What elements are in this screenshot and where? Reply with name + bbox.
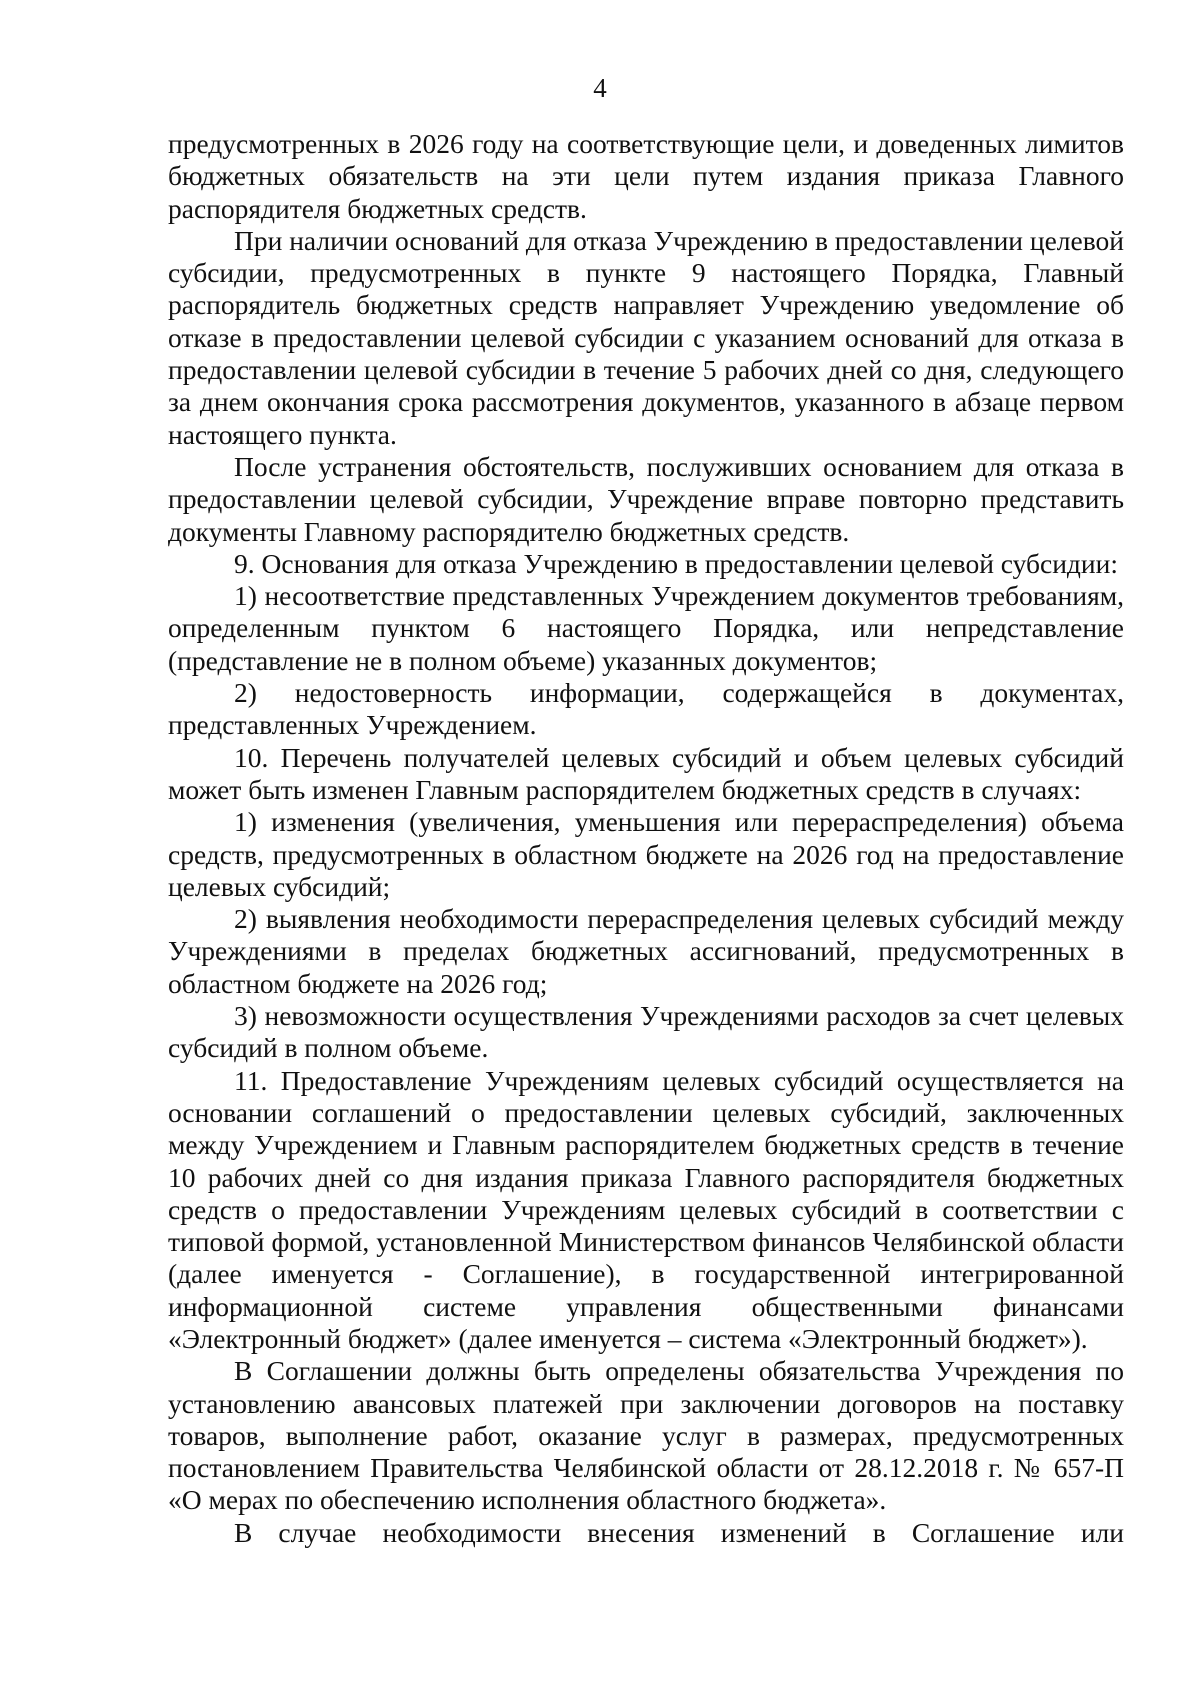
paragraph-4: 9. Основания для отказа Учреждению в предоставлении целевой субсидии: [234, 547, 1119, 579]
paragraph-5: 1) несоответствие представленных Учреждением документов требованиям, определенным пунктом 6 настоящего Порядка, или непредставление (представление не в полном объеме) указанных документов; [168, 580, 1124, 676]
paragraph-7: 10. Перечень получателей целевых субсидий и объем целевых субсидий может быть изменен Главным распорядителем бюджетных средств в случаях: [168, 741, 1124, 805]
paragraph-11: 11. Предоставление Учреждениям целевых субсидий осуществляется на основании соглашений о предоставлении целевых субсидий, заключенных между Учреждением и Главным распорядителем бюджетных средств в течение 10 рабочих дней со дня издания приказа Главного распорядителя бюджетных средств о предоставлении Учреждениям целевых субсидий в соответствии с типовой формой, установленной Министерством финансов Челябинской области (далее именуется - Соглашение), в государственной интегрированной информационной системе управления общественными финансами «Электронный бюджет» (далее именуется – система «Электронный бюджет»). [168, 1064, 1124, 1354]
paragraph-2: При наличии оснований для отказа Учреждению в предоставлении целевой субсидии, предусмотренных в пункте 9 настоящего Порядка, Главный распорядитель бюджетных средств направляет Учреждению уведомление об отказе в предоставлении целевой субсидии с указанием оснований для отказа в предоставлении целевой субсидии в течение 5 рабочих дней со дня, следующего за днем окончания срока рассмотрения документов, указанного в абзаце первом настоящего пункта. [168, 224, 1125, 450]
paragraph-8: 1) изменения (увеличения, уменьшения или перераспределения) объема средств, предусмотренных в областном бюджете на 2026 год на предоставление целевых субсидий; [168, 806, 1124, 902]
paragraph-1: предусмотренных в 2026 году на соответствующие цели, и доведенных лимитов бюджетных обязательств на эти цели путем издания приказа Главного распорядителя бюджетных средств. [168, 128, 1124, 224]
document-body [168, 128, 1124, 1549]
paragraph-12: В Соглашении должны быть определены обязательства Учреждения по установлению авансовых платежей при заключении договоров на поставку товаров, выполнение работ, оказание услуг в размерах, предусмотренных постановлением Правительства Челябинской области от 28.12.2018 г. № 657-П «О мерах по обеспечению исполнения областного бюджета». [168, 1355, 1124, 1516]
paragraph-10: 3) невозможности осуществления Учреждениями расходов за счет целевых субсидий в полном объеме. [168, 1000, 1124, 1064]
paragraph-6: 2) недостоверность информации, содержащейся в документах, представленных Учреждением. [168, 677, 1124, 741]
page-number: 4 [593, 73, 607, 103]
paragraph-9: 2) выявления необходимости перераспределения целевых субсидий между Учреждениями в пределах бюджетных ассигнований, предусмотренных в областном бюджете на 2026 год; [168, 903, 1124, 999]
paragraph-3: После устранения обстоятельств, послуживших основанием для отказа в предоставлении целевой субсидии, Учреждение вправе повторно представить документы Главному распорядителю бюджетных средств. [168, 450, 1124, 547]
paragraph-13: В случае необходимости внесения изменений в Соглашение или [234, 1516, 1124, 1548]
